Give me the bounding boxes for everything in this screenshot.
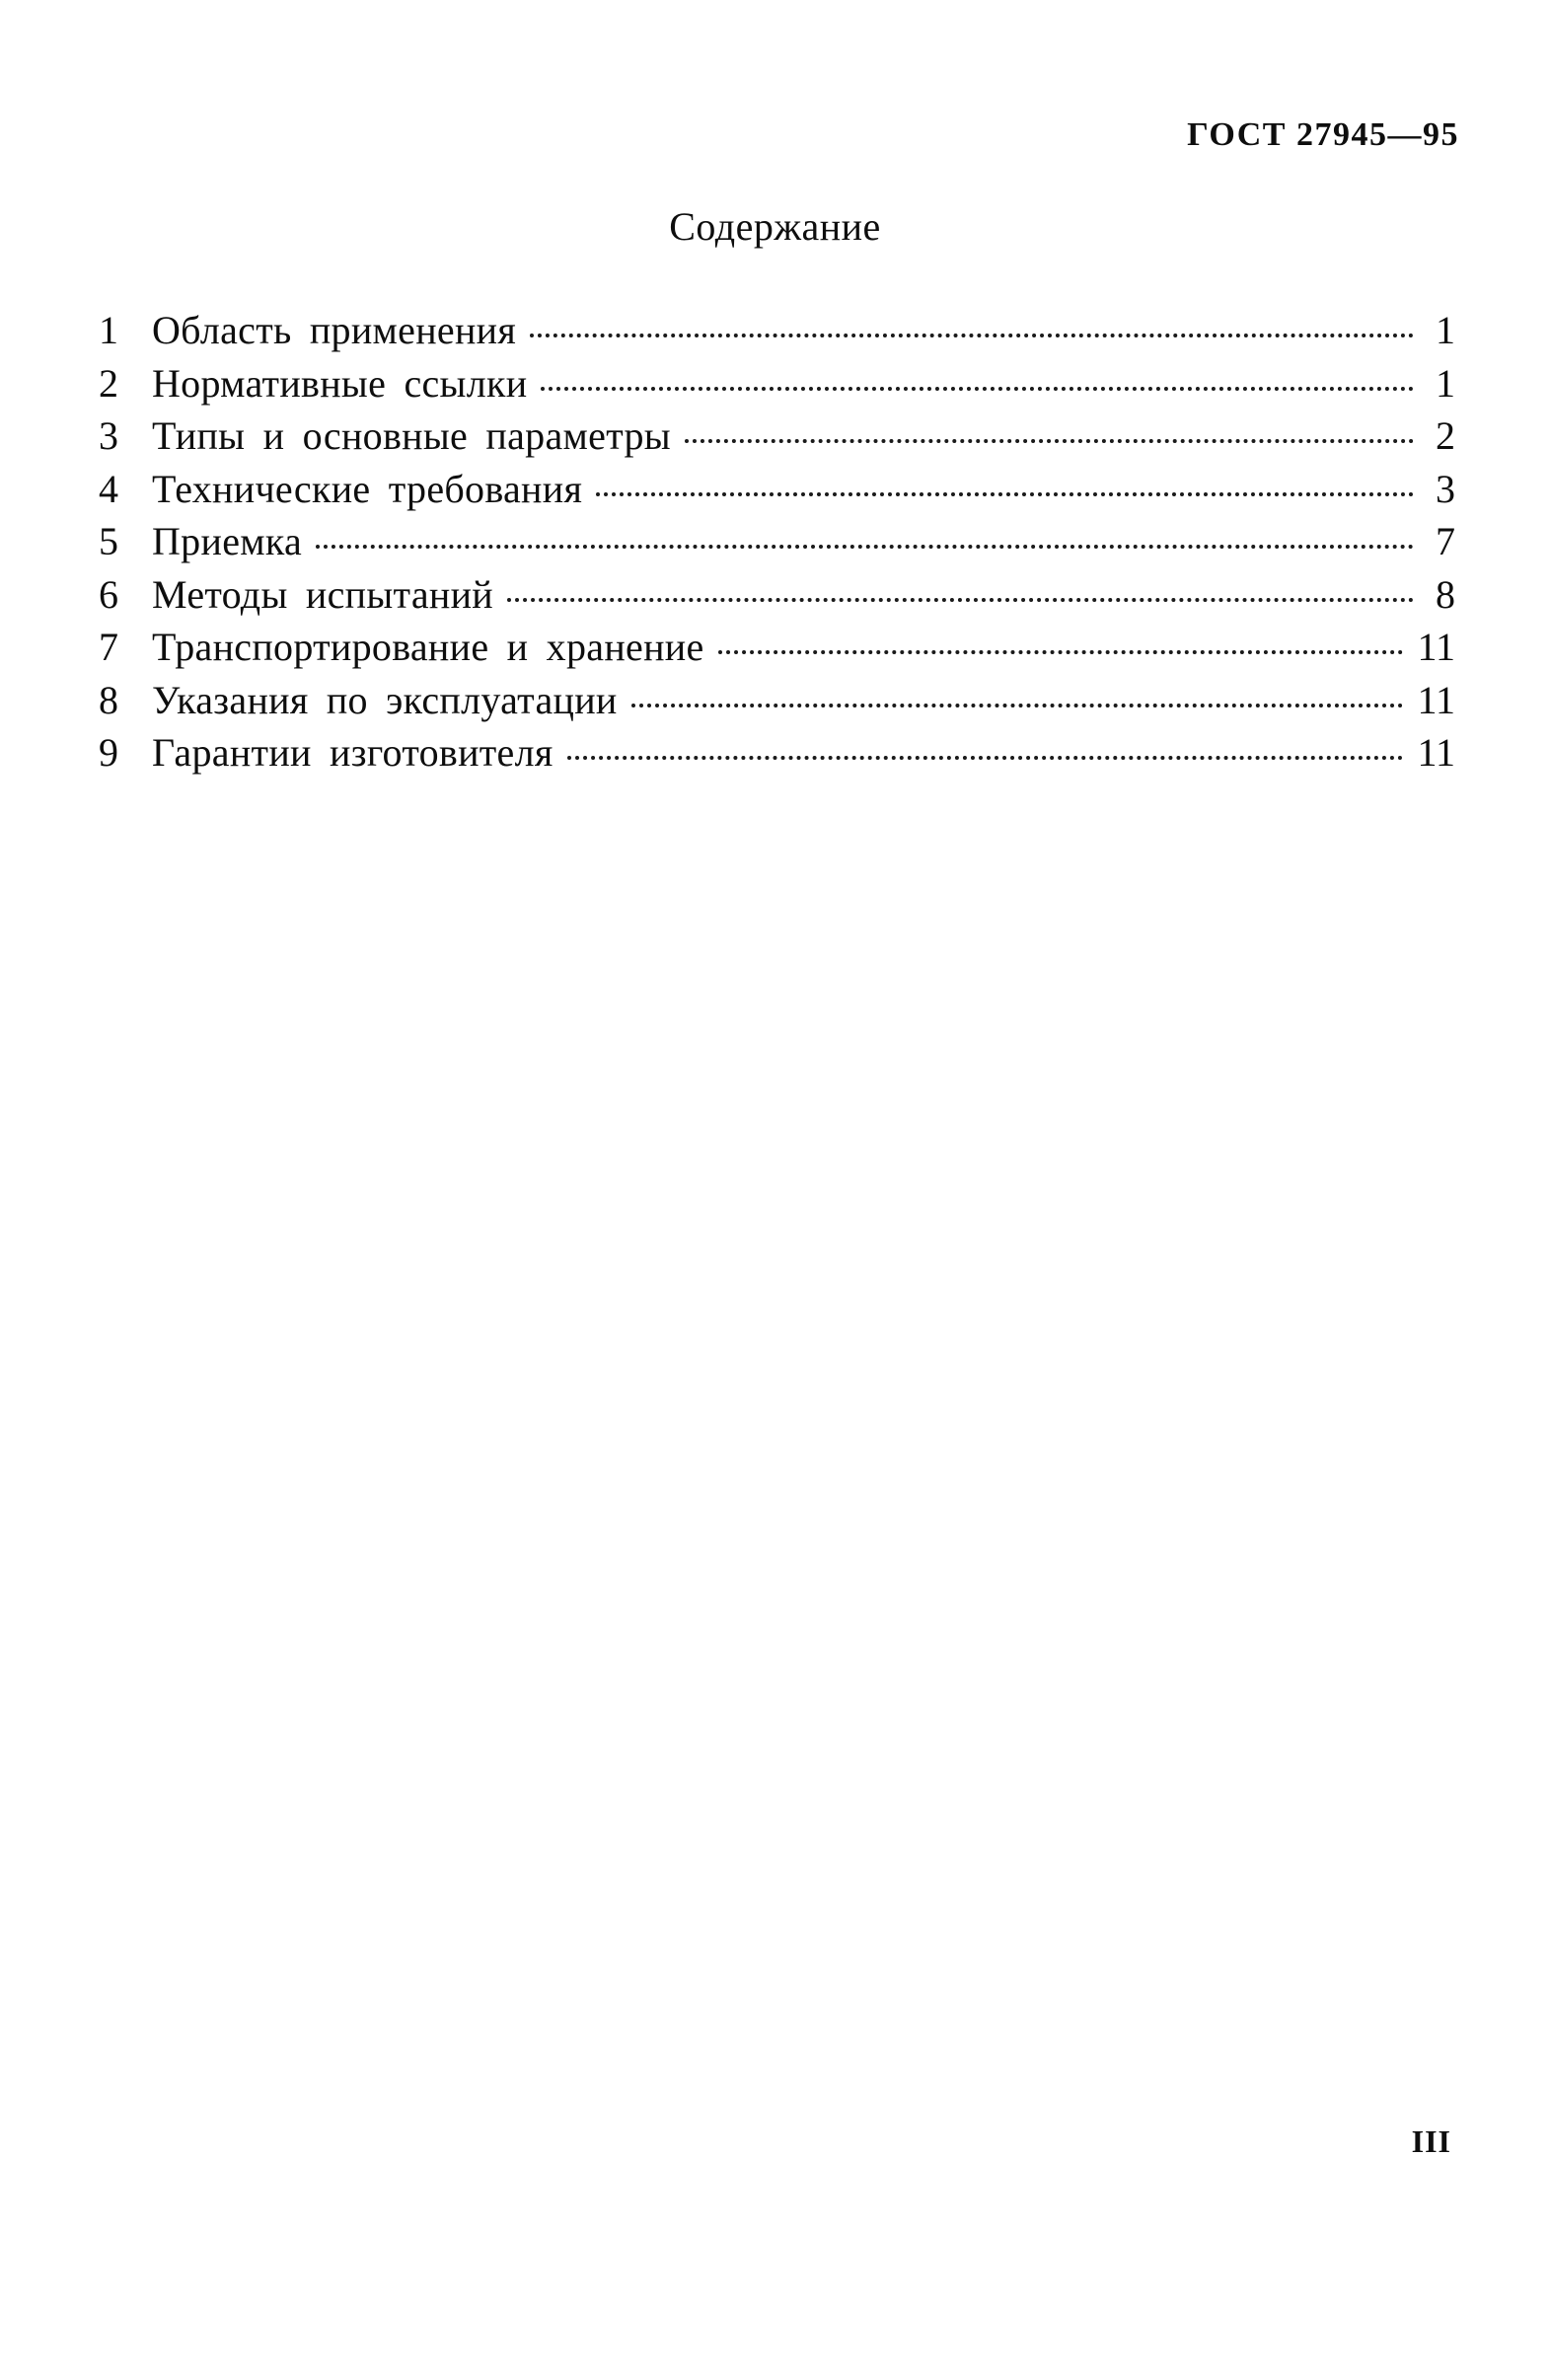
toc-entry-label: Приемка: [152, 519, 303, 563]
toc-entry-number: 2: [99, 360, 118, 406]
toc-leader-dots: [631, 704, 1404, 707]
toc-entry-page: 11: [1417, 730, 1455, 775]
toc-entry-label: Нормативные ссылки: [152, 360, 528, 406]
toc-entry-page: 3: [1436, 466, 1455, 511]
document-code: ГОСТ 27945—95: [1187, 116, 1459, 153]
toc-entry[interactable]: [99, 515, 1455, 568]
toc-entry[interactable]: [99, 674, 1455, 727]
toc-entry-label: Транспортирование и хранение: [152, 625, 704, 669]
toc-entry-number: 5: [99, 519, 118, 563]
toc-entry-page: 11: [1417, 625, 1455, 669]
toc-leader-dots: [567, 756, 1404, 760]
toc-entry-page: 7: [1436, 519, 1455, 563]
toc-entry-page: 8: [1436, 571, 1455, 617]
toc-entry-number: 1: [99, 308, 118, 352]
toc-leader-dots: [596, 492, 1414, 496]
toc-entry[interactable]: [99, 568, 1455, 622]
page-number: III: [1411, 2123, 1451, 2159]
toc-entry[interactable]: [99, 621, 1455, 674]
toc-entry-label: Методы испытаний: [152, 571, 494, 617]
toc-entry-number: 4: [99, 466, 118, 511]
toc-leader-dots: [718, 650, 1404, 654]
toc-entry-number: 7: [99, 625, 118, 669]
toc-entry-number: 9: [99, 730, 118, 775]
toc-leader-dots: [316, 545, 1414, 549]
toc-entry-page: 1: [1436, 308, 1455, 352]
toc-leader-dots: [685, 439, 1414, 443]
toc-leader-dots: [507, 598, 1414, 602]
toc-entry[interactable]: [99, 726, 1455, 780]
toc-entry-label: Типы и основные параметры: [152, 413, 671, 458]
toc-entry-number: 3: [99, 413, 118, 458]
table-of-contents: [99, 304, 1455, 780]
toc-entry[interactable]: [99, 357, 1455, 410]
toc-entry-page: 1: [1436, 360, 1455, 406]
toc-entry-page: 2: [1436, 413, 1455, 458]
toc-entry-label: Технические требования: [152, 466, 583, 511]
toc-title: Содержание: [669, 204, 881, 249]
toc-entry-page: 11: [1417, 677, 1455, 722]
toc-entry-label: Гарантии изготовителя: [152, 730, 554, 775]
toc-leader-dots: [541, 387, 1414, 391]
toc-entry-number: 6: [99, 571, 118, 617]
toc-entry[interactable]: [99, 409, 1455, 463]
toc-entry[interactable]: [99, 304, 1455, 357]
toc-entry-number: 8: [99, 677, 118, 722]
toc-entry[interactable]: [99, 463, 1455, 516]
toc-entry-label: Указания по эксплуатации: [152, 677, 618, 722]
toc-leader-dots: [530, 334, 1414, 337]
toc-entry-label: Область применения: [152, 308, 517, 352]
